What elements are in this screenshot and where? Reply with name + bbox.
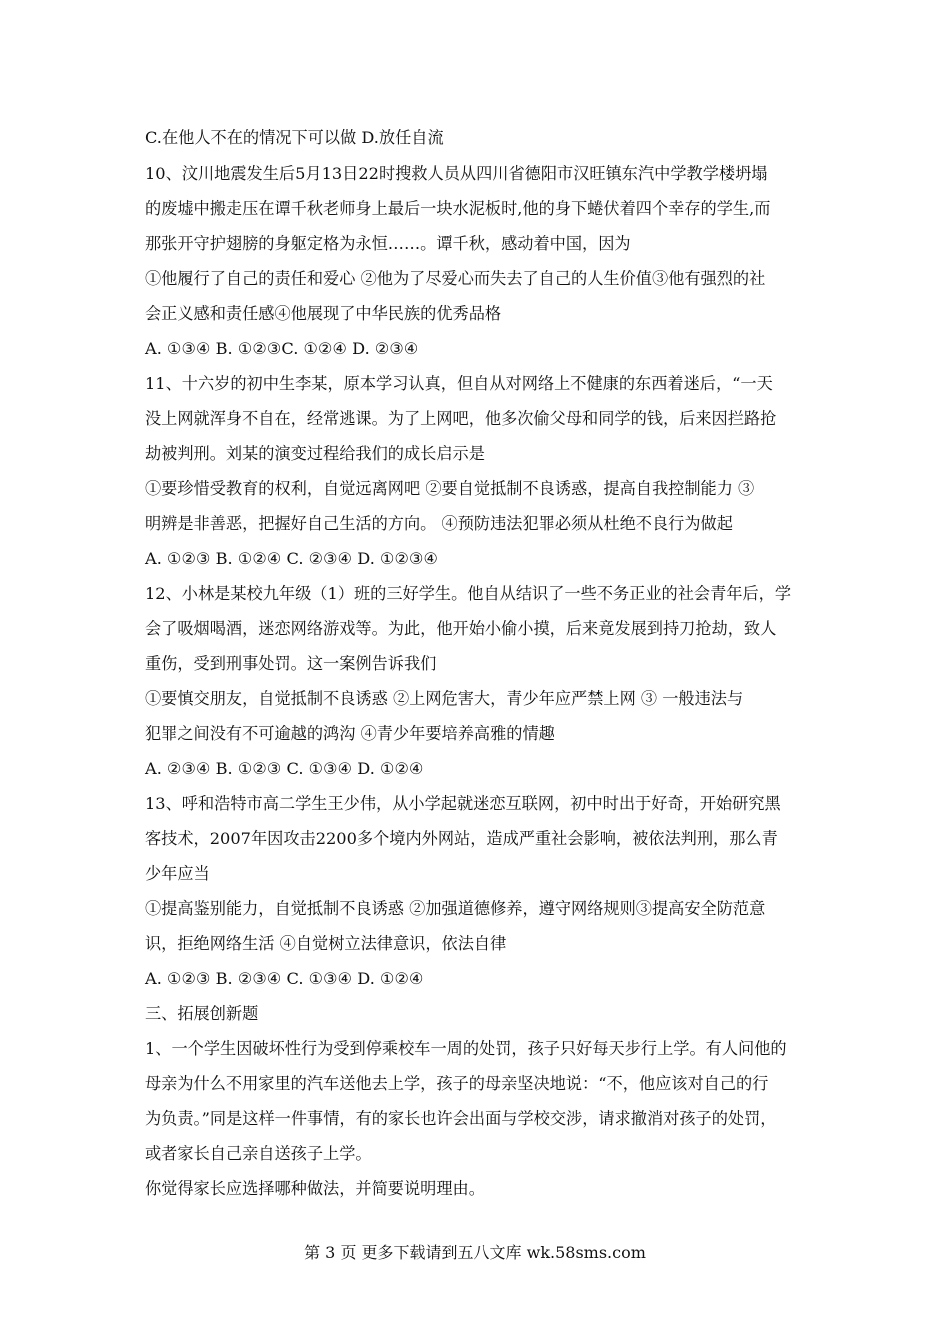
text-line: A. ①②③ B. ①②④ C. ②③④ D. ①②③④ [145, 549, 439, 568]
text-line: A. ①③④ B. ①②③C. ①②④ D. ②③④ [145, 339, 419, 358]
text-line: A. ①②③ B. ②③④ C. ①③④ D. ①②④ [145, 969, 424, 988]
text-line: 13、呼和浩特市高二学生王少伟，从小学起就迷恋互联网，初中时出于好奇，开始研究黑 [145, 794, 781, 813]
text-line: 少年应当 [145, 864, 210, 883]
text-line: 1、一个学生因破坏性行为受到停乘校车一周的处罚，孩子只好每天步行上学。有人问他的 [145, 1039, 787, 1058]
text-line: ①要慎交朋友，自觉抵制不良诱惑 ②上网危害大，青少年应严禁上网 ③ 一般违法与 [145, 689, 744, 708]
text-line: 你觉得家长应选择哪种做法，并简要说明理由。 [145, 1179, 485, 1198]
text-line: ①要珍惜受教育的权利，自觉远离网吧 ②要自觉抵制不良诱惑，提高自我控制能力 ③ [145, 479, 755, 498]
text-line: 明辨是非善恶，把握好自己生活的方向。 ④预防违法犯罪必须从杜绝不良行为做起 [145, 514, 733, 533]
section-heading: 三、拓展创新题 [145, 1004, 259, 1023]
text-line: 会了吸烟喝酒，迷恋网络游戏等。为此，他开始小偷小摸，后来竟发展到持刀抢劫，致人 [145, 619, 777, 638]
text-line: 犯罪之间没有不可逾越的鸿沟 ④青少年要培养高雅的情趣 [145, 724, 555, 743]
page-footer: 第 3 页 更多下载请到五八文库 wk.58sms.com [304, 1243, 646, 1262]
text-line: 客技术，2007年因攻击2200多个境内外网站，造成严重社会影响，被依法判刑，那么青 [145, 829, 778, 848]
text-line: 母亲为什么不用家里的汽车送他去上学，孩子的母亲坚决地说：“不，他应该对自己的行 [145, 1074, 769, 1093]
text-line: 或者家长自己亲自送孩子上学。 [145, 1144, 372, 1163]
text-line: C.在他人不在的情况下可以做 D.放任自流 [145, 128, 444, 147]
text-line: ①提高鉴别能力，自觉抵制不良诱惑 ②加强道德修养，遵守网络规则③提高安全防范意 [145, 899, 766, 918]
text-line: ①他履行了自己的责任和爱心 ②他为了尽爱心而失去了自己的人生价值③他有强烈的社 [145, 269, 766, 288]
text-line: 那张开守护翅膀的身躯定格为永恒……。谭千秋，感动着中国，因为 [145, 234, 631, 253]
text-line: 劫被判刑。刘某的演变过程给我们的成长启示是 [145, 444, 485, 463]
text-line: 会正义感和责任感④他展现了中华民族的优秀品格 [145, 304, 502, 323]
text-line: 重伤，受到刑事处罚。这一案例告诉我们 [145, 654, 437, 673]
text-line: 的废墟中搬走压在谭千秋老师身上最后一块水泥板时,他的身下蜷伏着四个幸存的学生,而 [145, 199, 771, 218]
text-line: 10、汶川地震发生后5月13日22时搜救人员从四川省德阳市汉旺镇东汽中学教学楼坍塌 [145, 164, 768, 183]
text-line: 12、小林是某校九年级（1）班的三好学生。他自从结识了一些不务正业的社会青年后，学 [145, 584, 792, 603]
text-line: 11、十六岁的初中生李某，原本学习认真，但自从对网络上不健康的东西着迷后，“一天 [145, 374, 773, 393]
text-line: A. ②③④ B. ①②③ C. ①③④ D. ①②④ [145, 759, 424, 778]
text-line: 为负责。”同是这样一件事情，有的家长也许会出面与学校交涉，请求撤消对孩子的处罚， [145, 1109, 777, 1128]
text-line: 没上网就浑身不自在，经常逃课。为了上网吧，他多次偷父母和同学的钱，后来因拦路抢 [145, 409, 777, 428]
text-line: 识，拒绝网络生活 ④自觉树立法律意识，依法自律 [145, 934, 507, 953]
